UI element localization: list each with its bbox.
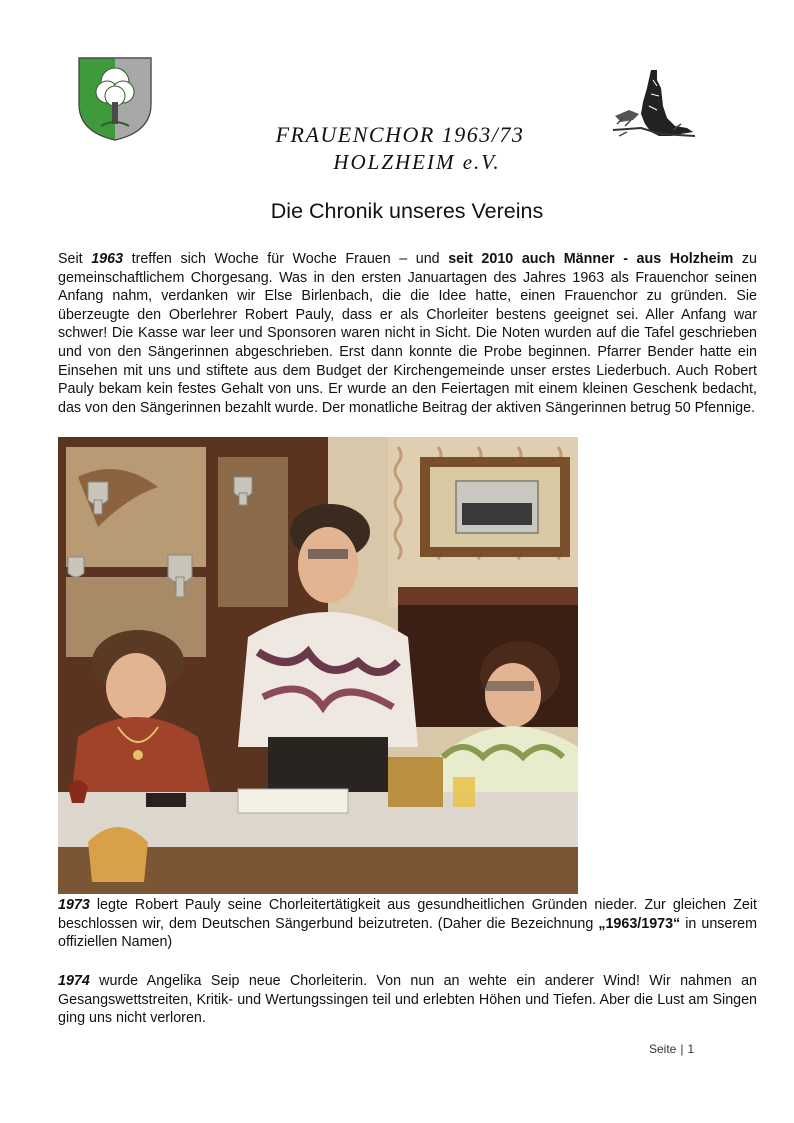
- intro-paragraph: Seit 1963 treffen sich Woche für Woche Frauen – und seit 2010 auch Männer - aus Holzheim zu gemeinschaftlichem Chorgesang. Was in den ersten Januartagen des Jahres 1963 als Frauenchor seinen Anfang nahm, verdanken wir Else Birlenbach, die die Idee hatte, einen Frauenchor zu gründen. Sie überzeugte den Oberlehrer Robert Pauly, dass er als Chorleiter bestens geeignet sei. Aller Anfang war schwer! Die Kasse war leer und Sponsoren waren nicht in Sicht. Die Noten wurden auf die Tafel geschrieben und von den Sängerinnen abgeschrieben. Erst dann konnte die Probe beginnen. Pfarrer Bender hatte ein Einsehen mit uns und stiftete aus dem Budget der Kirchengemeinde unser erstes Liederbuch. Auch Robert Pauly bekam kein festes Gehalt von uns. Er wurde an den Feiertagen mit einem kleinen Geschenk bedacht, das von den Sängerinnen bezahlt wurde. Der monatliche Beitrag der aktiven Sängerinnen betrug 50 Pfennige.: [58, 251, 757, 416]
- club-name: FRAUENCHOR 1963/73: [275, 122, 525, 147]
- page-label: Seite: [649, 1042, 677, 1056]
- page-footer: [649, 1042, 694, 1056]
- club-location: HOLZHEIM e.V.: [333, 150, 501, 174]
- page-separator: |: [680, 1042, 684, 1056]
- choir-photo: [58, 437, 578, 894]
- year-1973: 1973: [58, 897, 90, 913]
- page-title: Die Chronik unseres Vereins: [270, 199, 544, 223]
- year-1963: 1963: [91, 251, 124, 267]
- year-1974: 1974: [58, 973, 90, 989]
- emphasis-men: seit 2010 auch Männer - aus Holzheim: [448, 251, 734, 267]
- page-number: 1: [687, 1042, 695, 1056]
- paragraph-1974: 1974 wurde Angelika Seip neue Chorleiterin. Von nun an wehte ein anderer Wind! Wir nahmen an Gesangswettstreiten, Kritik- und Wertungssingen teil und erlebten Höhen und Tiefen. Aber die Lust am Singen ging uns nicht verloren.: [58, 973, 757, 1027]
- paragraph-1973: 1973 legte Robert Pauly seine Chorleitertätigkeit aus gesundheitlichen Gründen nieder. Zur gleichen Zeit beschlossen wir, dem Deutschen Sängerbund beizutreten. (Daher die Bezeichnung „1963/1973“ in unserem offiziellen Namen): [58, 897, 757, 951]
- name-years: „1963/1973“: [598, 915, 681, 932]
